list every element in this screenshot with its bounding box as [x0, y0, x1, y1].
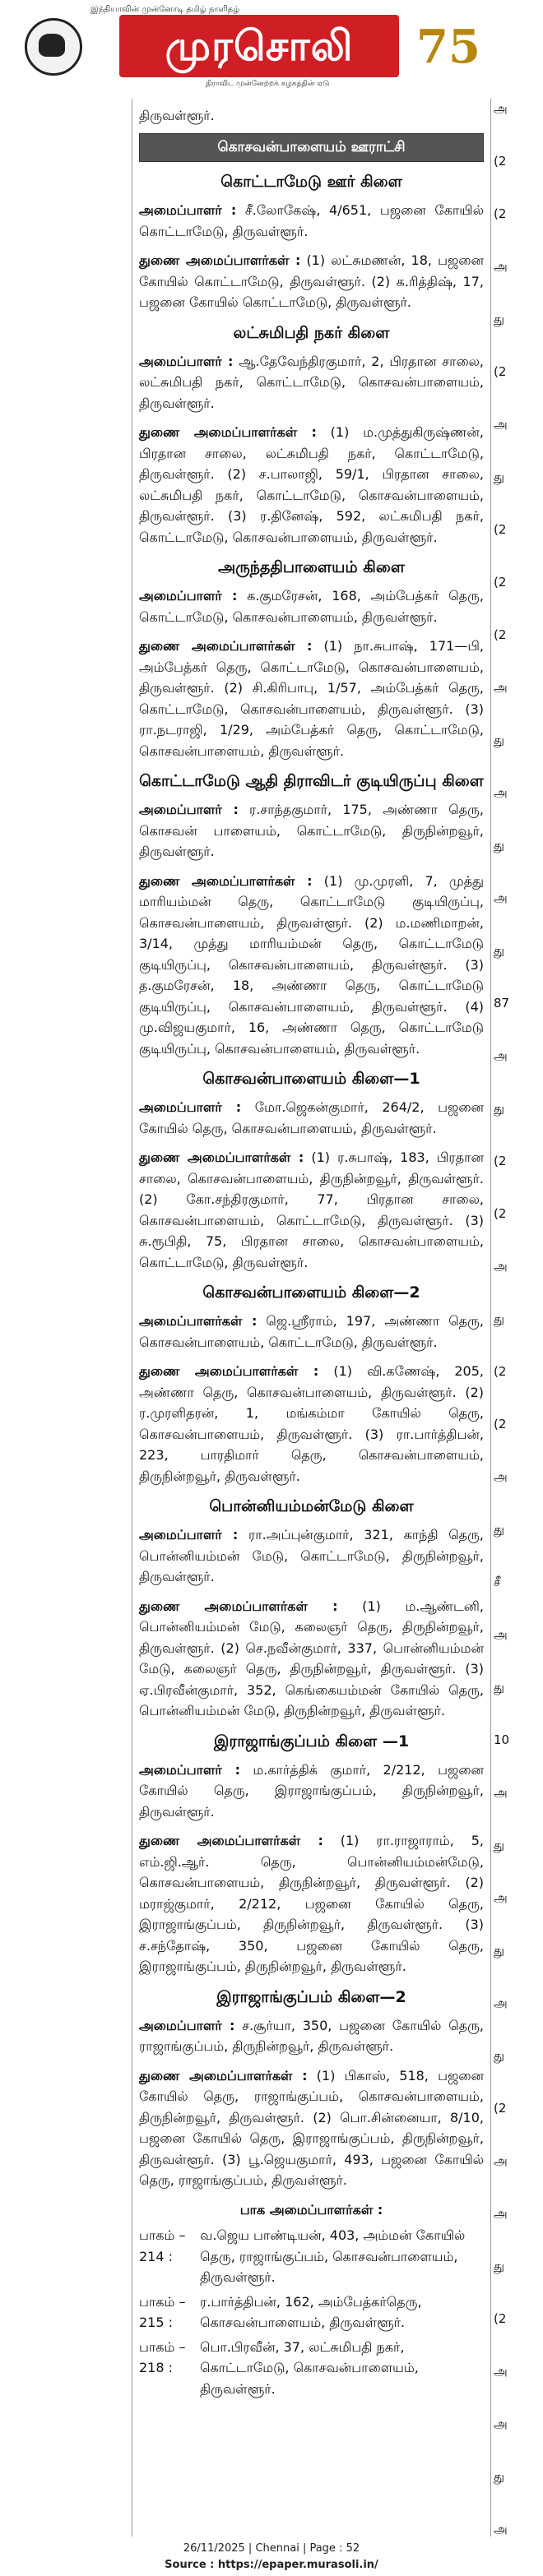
member-entry: [139, 250, 484, 313]
member-entry: [139, 585, 484, 627]
clipped-text-fragment: அ: [494, 1627, 508, 1642]
member-details: ச.சூர்யா, 350, பஜனை கோயில் தெரு, ராஜாங்குப்பம், திருநின்றவூர், திருவள்ளூர்.: [139, 2017, 485, 2054]
member-entry: [139, 1361, 484, 1487]
clipped-text-fragment: (2: [494, 154, 507, 169]
part-organizer: ர.பார்த்திபன், 162, அம்பேத்கர்தெரு, கொசவன்பாளையம், திருவள்ளூர்.: [200, 2293, 422, 2330]
member-details: ஜெ.ஸ்ரீராம், 197, அண்ணா தெரு, கொசவன்பாளையம், கொட்டாமேடு, திருவள்ளூர்.: [139, 1313, 484, 1350]
member-entry: [139, 422, 484, 548]
part-organizer: பொ.பிரவீன், 37, லட்சுமிபதி நகர், கொட்டாமேடு, கொசவன்பாளையம், திருவள்ளூர்.: [200, 2338, 419, 2397]
clipped-text-fragment: அ: [494, 1890, 508, 1905]
member-details: (1) ம.ஆண்டனி, பொன்னியம்மன் மேடு, கலைஞர் தெரு, திருநின்றவூர், திருவள்ளூர். (2) செ.நவீன்குமார், 337, பொன்னியம்மன் மேடு, கலைஞர் தெரு, திருநின்றவூர், திருவள்ளூர். (3) ஏ.பிரவீன்குமார், 352, கெங்கையம்மன் கோயில் தெரு, பொன்னியம்மன் மேடு, திருநின்றவூர், திருவள்ளூர்.: [139, 1598, 484, 1718]
clipped-text-fragment: (2: [494, 1417, 507, 1431]
member-details: மோ.ஜெகன்குமார், 264/2, பஜனை கோயில் தெரு, கொசவன்பாளையம், திருவள்ளூர்.: [139, 1099, 484, 1136]
clipped-text-fragment: அ: [494, 680, 508, 695]
clipped-text-fragment: அ: [494, 1785, 508, 1800]
member-details: (1) பிகாஸ், 518, பஜனை கோயில் தெரு, ராஜாங்குப்பம், கொசவன்பாளையம், திருநின்றவூர், திருவள்ளூர். (2) பொ.சின்னையா, 8/10, பஜனை கோயில் தெரு, இராஜாங்குப்பம், திருநின்றவூர், திருவள்ளூர். (3) பூ.ஜெயகுமார், 493, பஜனை கோயில் தெரு, ராஜாங்குப்பம், திருவள்ளூர்.: [139, 2067, 485, 2188]
page-footer: [0, 2541, 543, 2574]
section-band: கொசவன்பாளையம் ஊராட்சி: [139, 133, 484, 163]
clipped-text-fragment: (2: [494, 2311, 507, 2326]
clipped-text-fragment: (2: [494, 2101, 507, 2116]
adjacent-column-edge: [494, 99, 543, 2537]
member-details: (1) நா.சுபாஷ், 171—பி, அம்பேத்கர் தெரு, கொட்டாமேடு, கொசவன்பாளையம், திருவள்ளூர். (2) சி.கிரிபாபு, 1/57, அம்பேத்கர் தெரு, கொட்டாமேடு, கொசவன்பாளையம், திருவள்ளூர். (3) ரா.நடராஜி, 1/29, அம்பேத்கர் தெரு, கொட்டாமேடு, கொசவன்பாளையம், திருவள்ளூர்.: [139, 638, 484, 759]
clipped-text-fragment: (2: [494, 364, 507, 379]
member-entry: [139, 1830, 484, 1977]
clipped-text-fragment: அ: [494, 417, 508, 432]
role-label: அமைப்பாளர் :: [139, 202, 237, 218]
clipped-text-fragment: து: [494, 1838, 505, 1852]
clipped-text-fragment: து: [494, 1522, 505, 1537]
article-column: [132, 99, 491, 2537]
member-entry: [139, 871, 484, 1060]
role-label: அமைப்பாளர் :: [139, 588, 238, 604]
branch-heading: இராஜாங்குப்பம் கிளை—2: [216, 1987, 406, 2006]
parts-list: [139, 2225, 484, 2399]
member-entry: [139, 1596, 484, 1722]
clipped-text-fragment: சீ: [494, 1575, 501, 1589]
footer-date-line: 26/11/2025 | Chennai | Page : 52: [183, 2542, 360, 2555]
role-label: அமைப்பாளர் :: [139, 1527, 239, 1542]
member-details: (1) மு.முரளி, 7, முத்து மாரியம்மன் தெரு, கொட்டாமேடு குடியிருப்பு, கொசவன்பாளையம், திருவள்ளூர். (2) ம.மணிமாறன், 3/14, முத்து மாரியம்மன் தெரு, கொட்டாமேடு குடியிருப்பு, கொசவன்பாளையம், திருவள்ளூர். (3) த.குமரேசன், 18, அண்ணா தெரு, கொட்டாமேடு குடியிருப்பு, கொசவன்பாளையம், திருவள்ளூர். (4) மு.விஜயகுமார், 16, அண்ணா தெரு, கொட்டாமேடு குடியிருப்பு, கொசவன்பாளையம், திருவள்ளூர்.: [139, 872, 484, 1057]
footer-source-link[interactable]: Source : https://epaper.murasoli.in/: [165, 2559, 378, 2571]
role-label: அமைப்பாளர் :: [139, 1761, 240, 1778]
clipped-text-fragment: அ: [494, 2153, 508, 2168]
member-entry: [139, 1097, 484, 1139]
clipped-text-fragment: அ: [494, 1259, 508, 1274]
part-organizer: வ.ஜெய பாண்டியன், 403, அம்மன் கோயில் தெரு, ராஜாங்குப்பம், கொசவன்பாளையம், திருவள்ளூர்.: [200, 2227, 466, 2285]
branch-heading: பொன்னியம்மன்மேடு கிளை: [209, 1497, 414, 1515]
clipped-text-fragment: து: [494, 1101, 505, 1116]
member-entry: [139, 799, 484, 863]
clipped-text-fragment: அ: [494, 2522, 508, 2537]
part-row: [139, 2292, 484, 2333]
member-details: ர.சாந்தகுமார், 175, அண்ணா தெரு, கொசவன் பாளையம், கொட்டாமேடு, திருநின்றவூர், திருவள்ளூர்.: [139, 802, 485, 859]
clipped-text-fragment: து: [494, 2048, 505, 2063]
party-emblem-icon: [25, 18, 82, 76]
clipped-text-fragment: து: [494, 2469, 505, 2484]
member-details: (1) ரா.ராஜாராம், 5, எம்.ஜி.ஆர். தெரு, பொன்னியம்மன்மேடு, கொசவன்பாளையம், திருநின்றவூர், திருவள்ளூர். (2) மராஜ்குமார், 2/212, பஜனை கோயில் தெரு, இராஜாங்குப்பம், திருநின்றவூர், திருவள்ளூர். (3) ச.சந்தோஷ், 350, பஜனை கோயில் தெரு, இராஜாங்குப்பம், திருநின்றவூர், திருவள்ளூர்.: [139, 1833, 484, 1974]
clipped-text-fragment: (2: [494, 206, 507, 221]
clipped-text-fragment: து: [494, 312, 505, 326]
clipped-text-fragment: து: [494, 1311, 505, 1326]
clipped-text-fragment: து: [494, 469, 505, 484]
clipped-text-fragment: 10: [494, 1732, 510, 1747]
role-label: துணை அமைப்பாளர்கள் :: [139, 2067, 308, 2083]
branch-sections: [139, 170, 484, 2191]
member-entry: [139, 1760, 484, 1823]
member-details: சீ.லோகேஷ், 4/651, பஜனை கோயில் கொட்டாமேடு, திருவள்ளூர்.: [139, 202, 484, 239]
role-label: துணை அமைப்பாளர்கள் :: [139, 252, 301, 268]
article-body: [132, 99, 490, 2399]
member-details: ஆ.தேவேந்திரகுமார், 2, பிரதான சாலை, லட்சுமிபதி நகர், கொட்டாமேடு, கொசவன்பாளையம், திருவள்ளூர்.: [139, 353, 485, 411]
branch-heading: இராஜாங்குப்பம் கிளை —1: [213, 1732, 410, 1750]
role-label: அமைப்பாளர் :: [139, 2017, 235, 2033]
part-row: [139, 2337, 484, 2400]
role-label: துணை அமைப்பாளர்கள் :: [139, 1598, 338, 1614]
branch-heading: அருந்ததிபாளையம் கிளை: [218, 558, 405, 576]
clipped-text-fragment: அ: [494, 1048, 508, 1063]
clipped-text-fragment: து: [494, 2259, 505, 2273]
clipped-text-fragment: (2: [494, 575, 507, 590]
part-number: பாகம் – 215 :: [139, 2293, 186, 2330]
role-label: துணை அமைப்பாளர்கள் :: [139, 1149, 304, 1165]
newspaper-logo[interactable]: முரசொலி: [119, 15, 399, 77]
branch-heading: கொட்டாமேடு ஊர் கிளை: [220, 173, 402, 191]
role-label: அமைப்பாளர் :: [139, 1099, 242, 1115]
clipped-text-fragment: (2: [494, 522, 507, 537]
role-label: அமைப்பாளர் :: [139, 802, 239, 817]
part-row: [139, 2225, 484, 2288]
parts-heading: பாக அமைப்பாளர்கள் :: [239, 2201, 383, 2218]
member-details: க.குமரேசன், 168, அம்பேத்கர் தெரு, கொட்டாமேடு, கொசவன்பாளையம், திருவள்ளூர்.: [139, 588, 485, 625]
member-entry: [139, 2065, 484, 2191]
part-number: பாகம் – 218 :: [139, 2338, 186, 2375]
part-number: பாகம் – 214 :: [139, 2227, 186, 2264]
member-entry: [139, 351, 484, 414]
branch-heading: கொட்டாமேடு ஆதி திராவிடர் குடியிருப்பு கிளை: [139, 772, 484, 790]
member-entry: [139, 636, 484, 761]
left-margin: [0, 99, 128, 2537]
member-details: ம.கார்த்திக் குமார், 2/212, பஜனை கோயில் தெரு, இராஜாங்குப்பம், திருநின்றவூர், திருவள்ளூர்.: [139, 1761, 484, 1820]
clipped-text-fragment: (2: [494, 1206, 507, 1221]
member-details: ரா.அப்புன்குமார், 321, காந்தி தெரு, பொன்னியம்மன் மேடு, கொட்டாமேடு, திருநின்றவூர், திருவள்ளூர்.: [139, 1527, 485, 1584]
clipped-text-fragment: (2: [494, 627, 507, 642]
member-details: (1) ம.முத்துகிருஷ்ணன், பிரதான சாலை, லட்சுமிபதி நகர், கொட்டாமேடு, திருவள்ளூர். (2) ச.பாலாஜி, 59/1, பிரதான சாலை, லட்சுமிபதி நகர், கொட்டாமேடு, கொசவன்பாளையம், திருவள்ளூர். (3) ர.தினேஷ், 592, லட்சுமிபதி நகர், கொட்டாமேடு, கொசவன்பாளையம், திருவள்ளூர்.: [139, 424, 484, 545]
role-label: அமைப்பாளர்கள் :: [139, 1313, 258, 1329]
member-details: (1) லட்சுமணன், 18, பஜனை கோயில் கொட்டாமேடு, திருவள்ளூர். (2) க.ரித்திஷ், 17, பஜனை கோயில் கொட்டாமேடு, திருவள்ளூர்.: [139, 252, 484, 310]
logo-subtitle: திராவிட முன்னேற்றக் கழகத்தின் ஏடு: [206, 80, 330, 88]
clipped-text-fragment: அ: [494, 2416, 508, 2431]
clipped-text-fragment: அ: [494, 785, 508, 800]
role-label: துணை அமைப்பாளர்கள் :: [139, 638, 313, 654]
clipped-text-fragment: (2: [494, 1154, 507, 1168]
clipped-text-fragment: அ: [494, 1469, 508, 1484]
clipped-text-fragment: அ: [494, 2206, 508, 2221]
member-entry: [139, 1147, 484, 1273]
branch-heading: கொசவன்பாளையம் கிளை—2: [202, 1283, 420, 1302]
role-label: துணை அமைப்பாளர்கள் :: [139, 1363, 319, 1379]
clipped-text-fragment: அ: [494, 1996, 508, 2010]
member-entry: [139, 200, 484, 242]
clipped-text-fragment: து: [494, 733, 505, 747]
clipped-text-fragment: 87: [494, 996, 510, 1011]
role-label: துணை அமைப்பாளர்கள் :: [139, 872, 313, 889]
member-entry: [139, 1311, 484, 1353]
member-entry: [139, 1524, 484, 1588]
clipped-text-fragment: து: [494, 1680, 505, 1695]
role-label: அமைப்பாளர் :: [139, 353, 234, 369]
member-details: (1) ர.சுபாஷ், 183, பிரதான சாலை, கொசவன்பாளையம், திருநின்றவூர், திருவள்ளூர். (2) கோ.சந்திரகுமார், 77, பிரதான சாலை, கொசவன்பாளையம், கொட்டாமேடு, திருவள்ளூர். (3) சு.ரூபிதி, 75, பிரதான சாலை, கொசவன்பாளையம், கொட்டாமேடு, திருவள்ளூர்.: [139, 1149, 484, 1270]
branch-heading: லட்சுமிபதி நகர் கிளை: [233, 323, 390, 342]
clipped-text-fragment: அ: [494, 2364, 508, 2379]
masthead: [0, 0, 543, 99]
clipped-text-fragment: அ: [494, 890, 508, 905]
member-entry: [139, 2015, 484, 2057]
branch-heading: கொசவன்பாளையம் கிளை—1: [202, 1070, 420, 1088]
clipped-text-fragment: அ: [494, 101, 508, 116]
clipped-text-fragment: (2: [494, 1364, 507, 1379]
clipped-text-fragment: து: [494, 1943, 505, 1958]
clipped-text-fragment: து: [494, 943, 505, 958]
anniversary-badge: 75: [416, 20, 480, 74]
clipped-text-fragment: அ: [494, 259, 508, 274]
clipped-text-fragment: து: [494, 838, 505, 853]
role-label: துணை அமைப்பாளர்கள் :: [139, 424, 317, 440]
role-label: துணை அமைப்பாளர்கள் :: [139, 1833, 323, 1848]
article-lead: திருவள்ளூர்.: [139, 108, 215, 123]
masthead-tagline: இந்தியாவின் முன்னோடி தமிழ் நாளிதழ்: [90, 5, 240, 14]
member-details: (1) வி.கணேஷ், 205, அண்ணா தெரு, கொசவன்பாளையம், திருவள்ளூர். (2) ர.முரளிதரன், 1, மங்கம்மா கோயில் தெரு, கொசவன்பாளையம், திருவள்ளூர். (3) ரா.பார்த்திபன், 223, பாரதிமார் தெரு, கொசவன்பாளையம், திருநின்றவூர், திருவள்ளூர்.: [139, 1363, 484, 1484]
